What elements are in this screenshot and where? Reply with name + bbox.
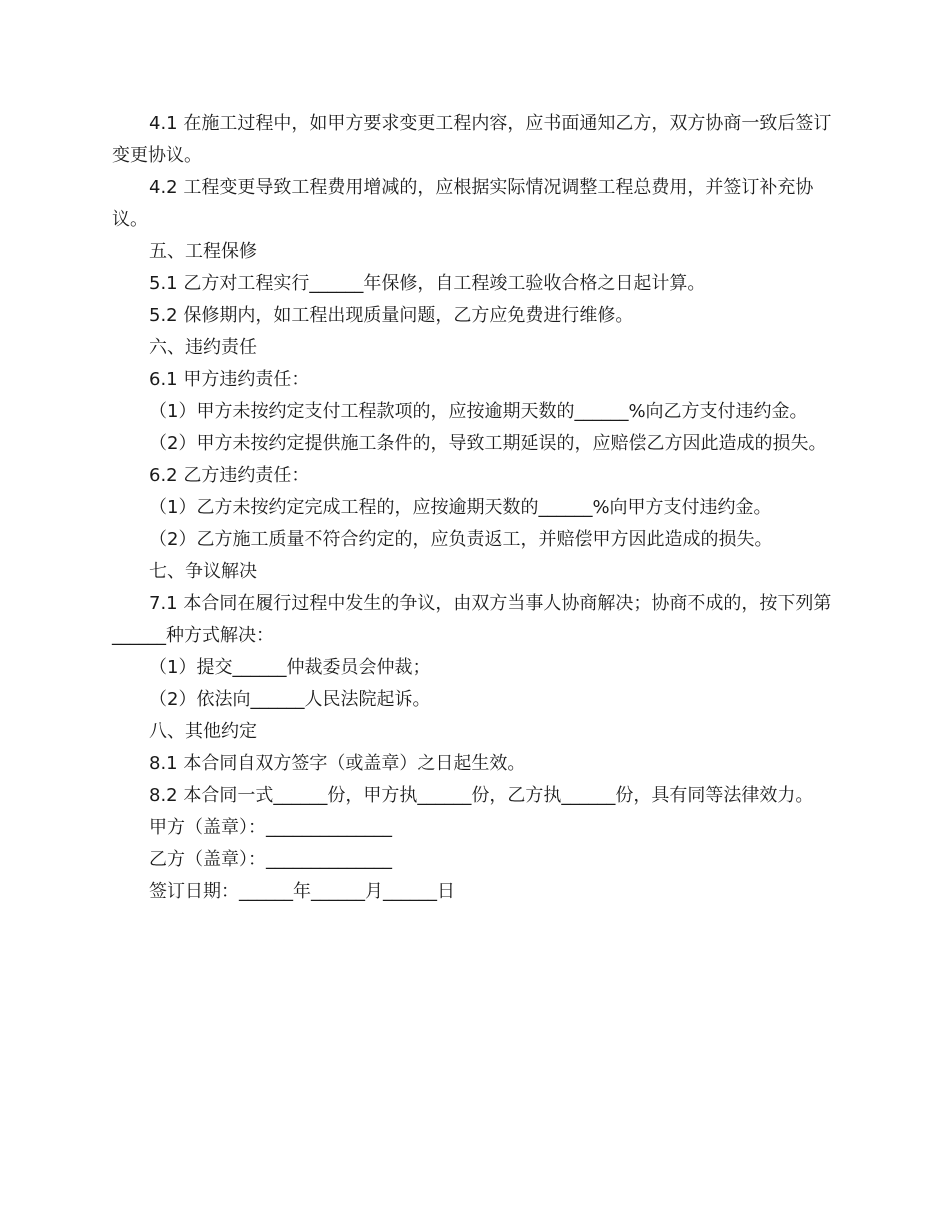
clause-7-1-option-1: （1）提交______仲裁委员会仲裁； (149, 657, 431, 678)
section-heading-liability: 六、违约责任 (149, 337, 257, 358)
clause-6-2-item-1: （1）乙方未按约定完成工程的，应按逾期天数的______%向甲方支付违约金。 (149, 497, 772, 518)
clause-4-1: 4.1 在施工过程中，如甲方要求变更工程内容，应书面通知乙方，双方协商一致后签订变更协议。 (112, 113, 832, 166)
clause-6-2-item-2: （2）乙方施工质量不符合约定的，应负责返工，并赔偿甲方因此造成的损失。 (149, 529, 773, 550)
clause-4-2: 4.2 工程变更导致工程费用增减的，应根据实际情况调整工程总费用，并签订补充协议。 (112, 177, 814, 230)
clause-5-2: 5.2 保修期内，如工程出现质量问题，乙方应免费进行维修。 (149, 305, 634, 326)
section-heading-dispute: 七、争议解决 (149, 561, 257, 582)
clause-8-2: 8.2 本合同一式______份，甲方执______份，乙方执______份，具有同等法律效力。 (149, 785, 814, 806)
section-heading-other: 八、其他约定 (149, 721, 257, 742)
clause-6-1: 6.1 甲方违约责任： (149, 369, 310, 390)
clause-6-2: 6.2 乙方违约责任： (149, 465, 310, 486)
clause-7-1: 7.1 本合同在履行过程中发生的争议，由双方当事人协商解决；协商不成的，按下列第______种方式解决： (112, 593, 832, 646)
clause-5-1: 5.1 乙方对工程实行______年保修，自工程竣工验收合格之日起计算。 (149, 273, 706, 294)
signing-date-line: 签订日期：______年______月______日 (149, 881, 455, 902)
section-heading-warranty: 五、工程保修 (149, 241, 257, 262)
clause-8-1: 8.1 本合同自双方签字（或盖章）之日起生效。 (149, 753, 526, 774)
clause-7-1-option-2: （2）依法向______人民法院起诉。 (149, 689, 431, 710)
contract-body (112, 108, 840, 908)
party-a-signature-line: 甲方（盖章）：______________ (149, 817, 392, 838)
party-b-signature-line: 乙方（盖章）：______________ (149, 849, 392, 870)
clause-6-1-item-2: （2）甲方未按约定提供施工条件的，导致工期延误的，应赔偿乙方因此造成的损失。 (149, 433, 827, 454)
clause-6-1-item-1: （1）甲方未按约定支付工程款项的，应按逾期天数的______%向乙方支付违约金。 (149, 401, 808, 422)
